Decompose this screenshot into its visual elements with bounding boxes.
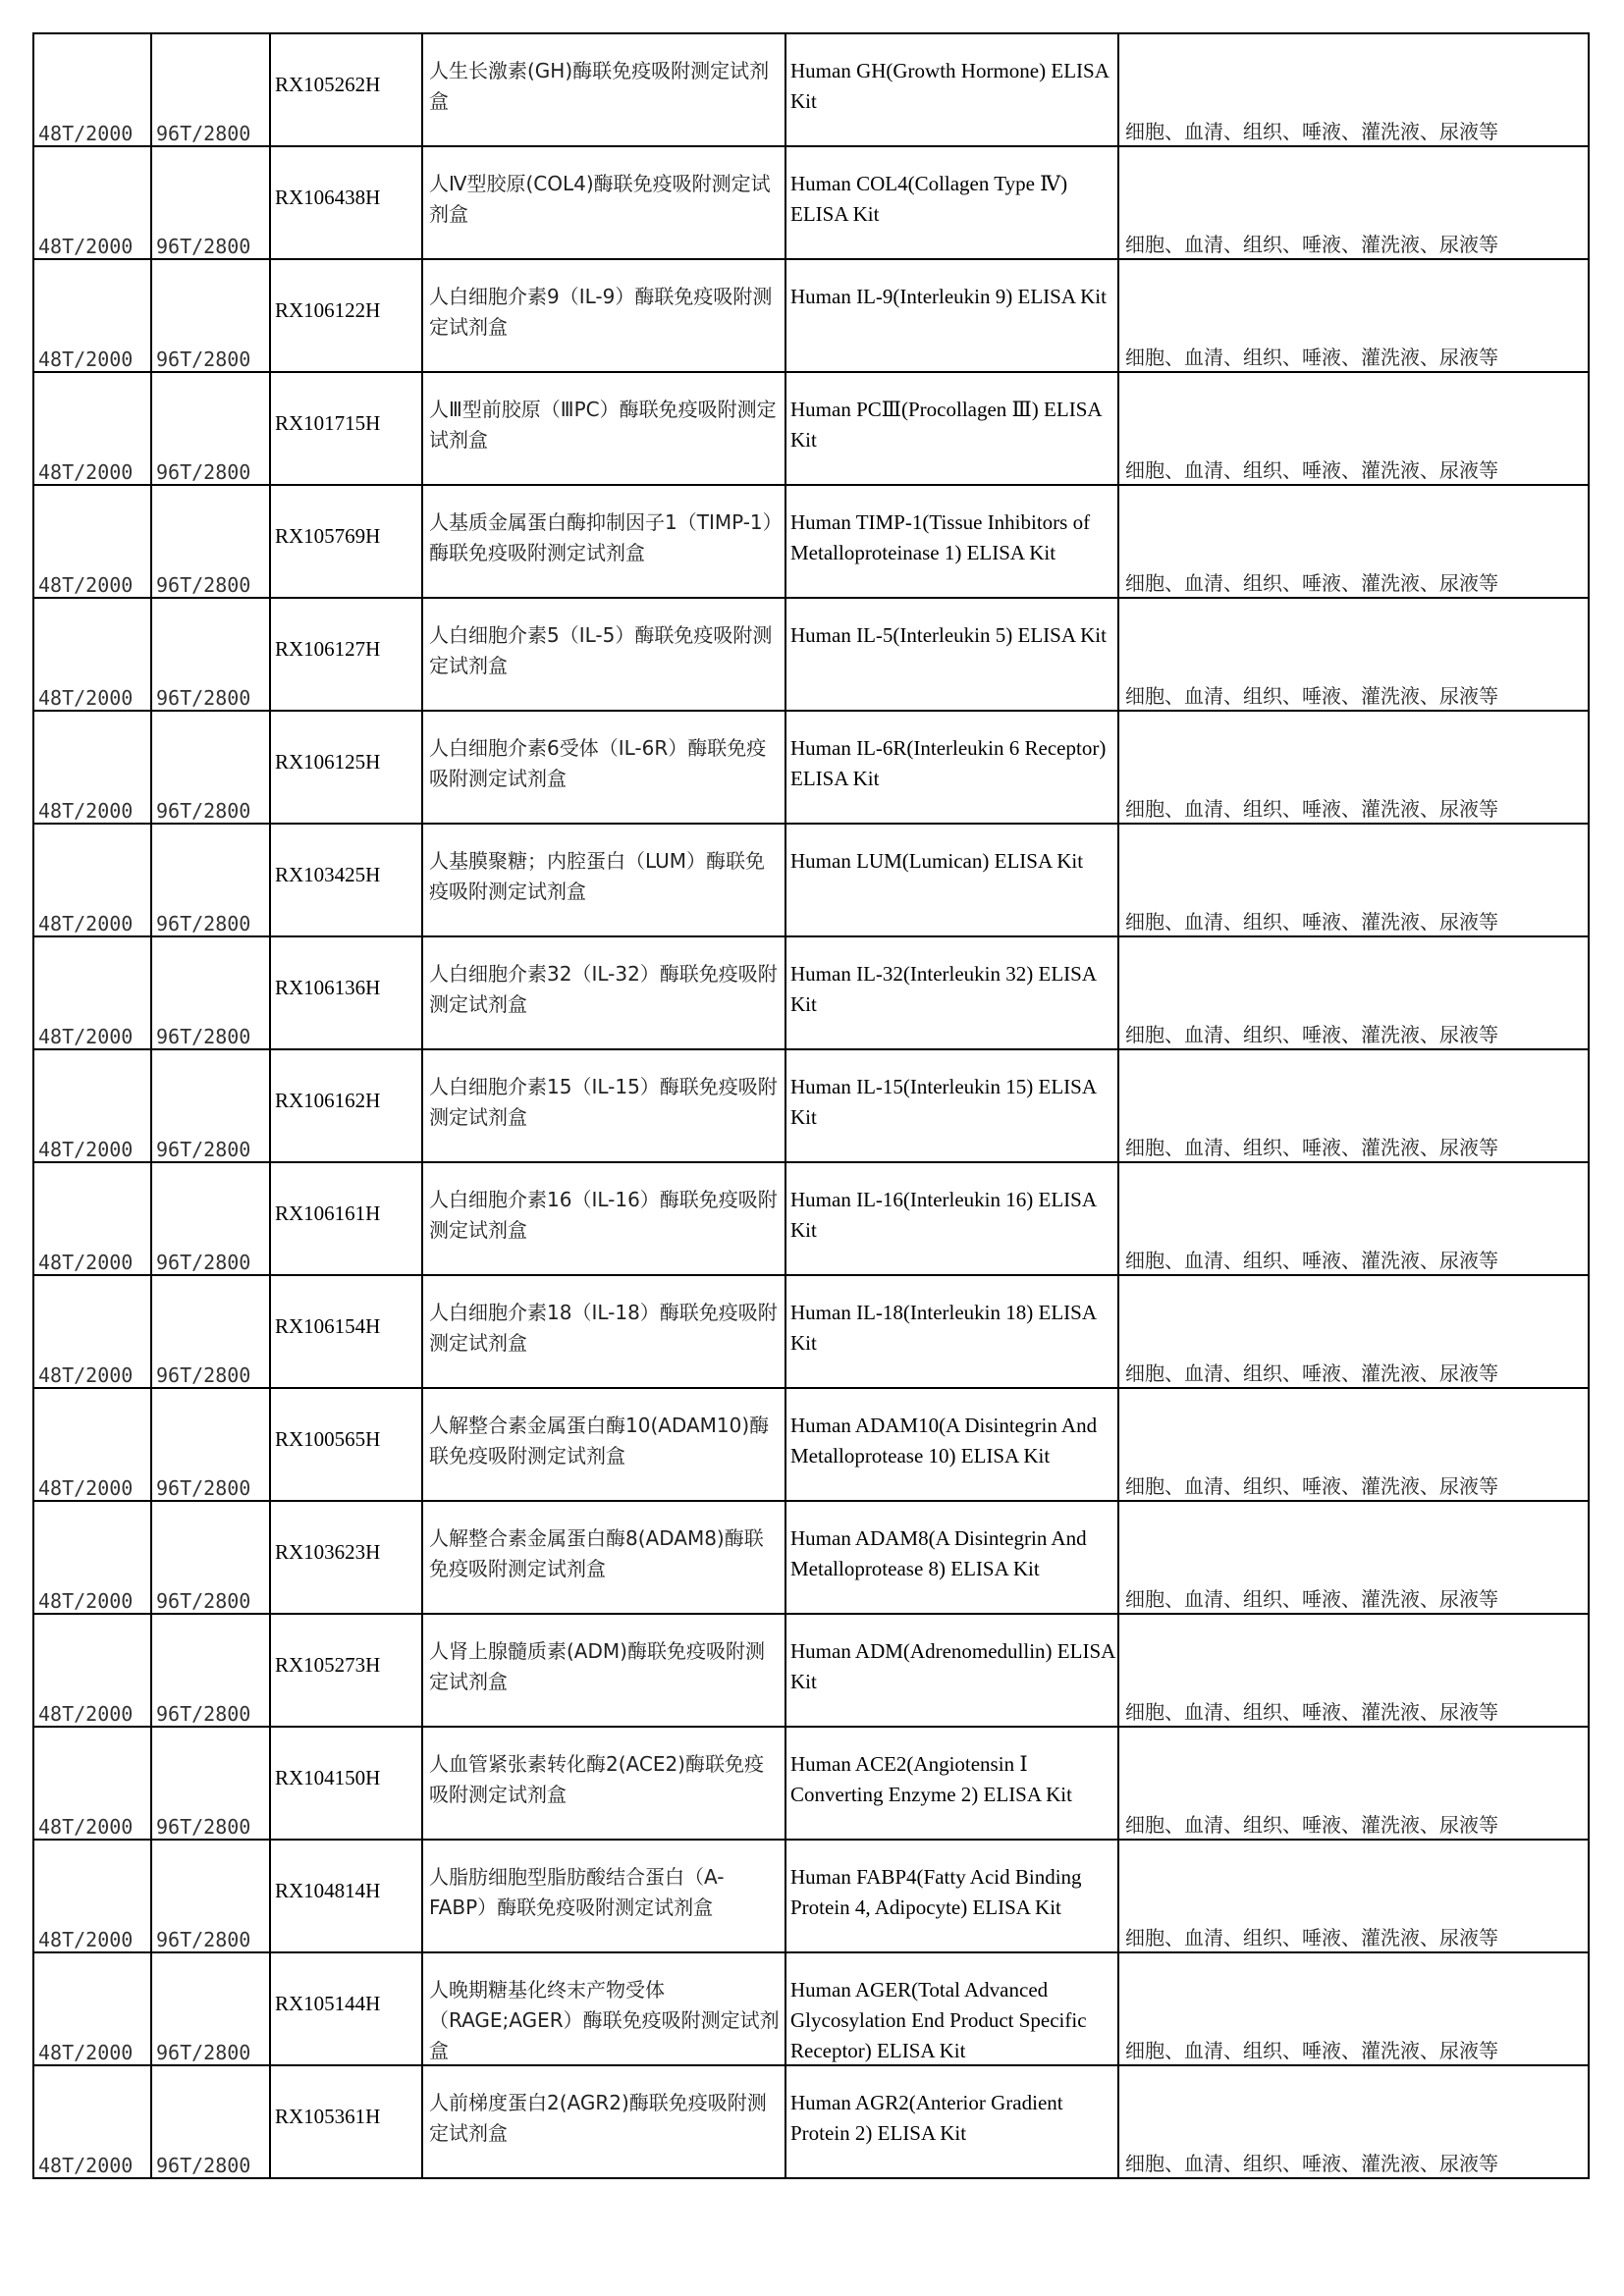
english-name: Human GH(Growth Hormone) ELISA Kit — [790, 59, 1109, 113]
chinese-name-cell — [422, 1162, 785, 1275]
english-name: Human IL-5(Interleukin 5) ELISA Kit — [790, 623, 1107, 647]
english-name: Human IL-6R(Interleukin 6 Receptor) ELISA Kit — [790, 736, 1107, 790]
catalog-code: RX105361H — [275, 2105, 381, 2128]
spec-96t-cell — [151, 1952, 270, 2065]
spec-96t-price: 96T/2800 — [156, 1251, 251, 1274]
table-row — [33, 936, 1589, 1049]
catalog-code: RX106161H — [275, 1201, 381, 1225]
spec-48t-cell — [33, 1275, 151, 1388]
spec-96t-cell — [151, 2065, 270, 2178]
english-name-cell — [785, 372, 1118, 485]
catalog-code: RX104814H — [275, 1879, 381, 1902]
spec-48t-price: 48T/2000 — [38, 1363, 134, 1387]
spec-96t-price: 96T/2800 — [156, 799, 251, 823]
spec-96t-price: 96T/2800 — [156, 1589, 251, 1613]
chinese-name-cell — [422, 824, 785, 936]
catalog-code-cell — [270, 146, 422, 259]
spec-96t-cell — [151, 1840, 270, 1952]
english-name: Human IL-18(Interleukin 18) ELISA Kit — [790, 1301, 1096, 1355]
sample-types: 细胞、血清、组织、唾液、灌洗液、尿液等 — [1125, 233, 1498, 256]
chinese-name-cell — [422, 372, 785, 485]
catalog-code-cell — [270, 1162, 422, 1275]
sample-type-cell — [1118, 2065, 1589, 2178]
catalog-code-cell — [270, 1727, 422, 1840]
spec-48t-cell — [33, 711, 151, 824]
table-row — [33, 1049, 1589, 1162]
sample-types: 细胞、血清、组织、唾液、灌洗液、尿液等 — [1125, 1249, 1498, 1272]
chinese-name-cell — [422, 1049, 785, 1162]
english-name-cell — [785, 598, 1118, 711]
sample-type-cell — [1118, 1388, 1589, 1501]
table-row — [33, 2065, 1589, 2178]
table-row — [33, 1162, 1589, 1275]
sample-types: 细胞、血清、组织、唾液、灌洗液、尿液等 — [1125, 797, 1498, 821]
spec-96t-cell — [151, 1275, 270, 1388]
sample-types: 细胞、血清、组织、唾液、灌洗液、尿液等 — [1125, 2039, 1498, 2062]
sample-type-cell — [1118, 824, 1589, 936]
chinese-name: 人解整合素金属蛋白酶8(ADAM8)酶联免疫吸附测定试剂盒 — [429, 1526, 764, 1580]
product-table — [32, 32, 1590, 2179]
english-name-cell — [785, 1049, 1118, 1162]
spec-48t-cell — [33, 372, 151, 485]
chinese-name-cell — [422, 1501, 785, 1614]
english-name-cell — [785, 1840, 1118, 1952]
catalog-code: RX105769H — [275, 524, 381, 548]
spec-48t-cell — [33, 1727, 151, 1840]
english-name: Human AGER(Total Advanced Glycosylation End Product Specific Receptor) ELISA Kit — [790, 1978, 1087, 2062]
table-row — [33, 33, 1589, 146]
chinese-name: 人基膜聚糖；内腔蛋白（LUM）酶联免疫吸附测定试剂盒 — [429, 849, 766, 903]
chinese-name-cell — [422, 1840, 785, 1952]
catalog-code: RX103425H — [275, 863, 381, 886]
catalog-code: RX106154H — [275, 1314, 381, 1338]
catalog-code-cell — [270, 1275, 422, 1388]
chinese-name-cell — [422, 485, 785, 598]
english-name: Human AGR2(Anterior Gradient Protein 2) ELISA Kit — [790, 2091, 1063, 2145]
sample-types: 细胞、血清、组织、唾液、灌洗液、尿液等 — [1125, 1813, 1498, 1837]
chinese-name: 人生长激素(GH)酶联免疫吸附测定试剂盒 — [429, 59, 770, 113]
sample-types: 细胞、血清、组织、唾液、灌洗液、尿液等 — [1125, 1023, 1498, 1046]
english-name: Human IL-15(Interleukin 15) ELISA Kit — [790, 1075, 1096, 1129]
catalog-code: RX103623H — [275, 1540, 381, 1564]
spec-48t-price: 48T/2000 — [38, 235, 134, 258]
catalog-code-cell — [270, 1614, 422, 1727]
sample-type-cell — [1118, 372, 1589, 485]
chinese-name-cell — [422, 146, 785, 259]
catalog-code-cell — [270, 485, 422, 598]
catalog-code-cell — [270, 259, 422, 372]
table-row — [33, 1727, 1589, 1840]
catalog-code-cell — [270, 2065, 422, 2178]
sample-types: 细胞、血清、组织、唾液、灌洗液、尿液等 — [1125, 1700, 1498, 1724]
spec-48t-cell — [33, 824, 151, 936]
spec-96t-cell — [151, 1388, 270, 1501]
catalog-code: RX101715H — [275, 411, 381, 435]
chinese-name: 人肾上腺髓质素(ADM)酶联免疫吸附测定试剂盒 — [429, 1639, 765, 1693]
english-name: Human IL-9(Interleukin 9) ELISA Kit — [790, 285, 1107, 308]
table-row — [33, 485, 1589, 598]
table-row — [33, 1952, 1589, 2065]
product-table-body — [33, 33, 1589, 2178]
english-name: Human ADM(Adrenomedullin) ELISA Kit — [790, 1639, 1115, 1693]
spec-96t-price: 96T/2800 — [156, 1363, 251, 1387]
sample-type-cell — [1118, 711, 1589, 824]
english-name-cell — [785, 1501, 1118, 1614]
table-row — [33, 1388, 1589, 1501]
chinese-name: 人Ⅲ型前胶原（ⅢPC）酶联免疫吸附测定试剂盒 — [429, 398, 777, 452]
spec-48t-price: 48T/2000 — [38, 1025, 134, 1048]
spec-48t-cell — [33, 936, 151, 1049]
spec-48t-price: 48T/2000 — [38, 1815, 134, 1839]
chinese-name: 人白细胞介素6受体（IL-6R）酶联免疫吸附测定试剂盒 — [429, 736, 767, 790]
spec-48t-price: 48T/2000 — [38, 1589, 134, 1613]
english-name-cell — [785, 146, 1118, 259]
chinese-name: 人血管紧张素转化酶2(ACE2)酶联免疫吸附测定试剂盒 — [429, 1752, 764, 1806]
sample-type-cell — [1118, 598, 1589, 711]
spec-96t-price: 96T/2800 — [156, 1476, 251, 1500]
chinese-name: 人解整合素金属蛋白酶10(ADAM10)酶联免疫吸附测定试剂盒 — [429, 1414, 770, 1468]
sample-types: 细胞、血清、组织、唾液、灌洗液、尿液等 — [1125, 2152, 1498, 2175]
sample-type-cell — [1118, 1501, 1589, 1614]
catalog-code-cell — [270, 824, 422, 936]
spec-96t-price: 96T/2800 — [156, 1928, 251, 1951]
spec-48t-cell — [33, 1501, 151, 1614]
spec-48t-cell — [33, 1840, 151, 1952]
english-name-cell — [785, 2065, 1118, 2178]
sample-type-cell — [1118, 1275, 1589, 1388]
spec-96t-price: 96T/2800 — [156, 1702, 251, 1726]
spec-96t-price: 96T/2800 — [156, 235, 251, 258]
sample-types: 细胞、血清、组织、唾液、灌洗液、尿液等 — [1125, 1587, 1498, 1611]
spec-96t-cell — [151, 1727, 270, 1840]
spec-48t-price: 48T/2000 — [38, 1251, 134, 1274]
spec-48t-price: 48T/2000 — [38, 799, 134, 823]
sample-type-cell — [1118, 146, 1589, 259]
table-row — [33, 598, 1589, 711]
english-name-cell — [785, 1388, 1118, 1501]
spec-48t-cell — [33, 485, 151, 598]
spec-96t-price: 96T/2800 — [156, 912, 251, 935]
sample-types: 细胞、血清、组织、唾液、灌洗液、尿液等 — [1125, 1136, 1498, 1159]
spec-96t-price: 96T/2800 — [156, 573, 251, 597]
spec-96t-cell — [151, 711, 270, 824]
chinese-name: 人基质金属蛋白酶抑制因子1（TIMP-1）酶联免疫吸附测定试剂盒 — [429, 510, 773, 564]
chinese-name: 人白细胞介素32（IL-32）酶联免疫吸附测定试剂盒 — [429, 962, 778, 1016]
table-row — [33, 1614, 1589, 1727]
spec-96t-price: 96T/2800 — [156, 122, 251, 145]
chinese-name: 人晚期糖基化终末产物受体（RAGE;AGER）酶联免疫吸附测定试剂盒 — [429, 1978, 780, 2062]
spec-48t-price: 48T/2000 — [38, 122, 134, 145]
chinese-name-cell — [422, 1727, 785, 1840]
spec-48t-price: 48T/2000 — [38, 2041, 134, 2064]
catalog-code: RX106127H — [275, 637, 381, 661]
sample-type-cell — [1118, 1162, 1589, 1275]
chinese-name-cell — [422, 1388, 785, 1501]
spec-48t-cell — [33, 2065, 151, 2178]
catalog-code: RX100565H — [275, 1427, 381, 1451]
spec-96t-price: 96T/2800 — [156, 2041, 251, 2064]
sample-types: 细胞、血清、组织、唾液、灌洗液、尿液等 — [1125, 910, 1498, 934]
catalog-code: RX106162H — [275, 1089, 381, 1112]
sample-types: 细胞、血清、组织、唾液、灌洗液、尿液等 — [1125, 1926, 1498, 1949]
spec-48t-price: 48T/2000 — [38, 573, 134, 597]
catalog-code: RX105262H — [275, 73, 381, 96]
spec-48t-cell — [33, 598, 151, 711]
english-name: Human LUM(Lumican) ELISA Kit — [790, 849, 1084, 873]
english-name-cell — [785, 1275, 1118, 1388]
chinese-name: 人脂肪细胞型脂肪酸结合蛋白（A-FABP）酶联免疫吸附测定试剂盒 — [429, 1865, 725, 1919]
spec-96t-cell — [151, 824, 270, 936]
english-name: Human ACE2(Angiotensin Ⅰ Converting Enzyme 2) ELISA Kit — [790, 1752, 1072, 1806]
spec-48t-price: 48T/2000 — [38, 686, 134, 710]
spec-48t-cell — [33, 259, 151, 372]
catalog-code-cell — [270, 33, 422, 146]
catalog-code-cell — [270, 1049, 422, 1162]
chinese-name-cell — [422, 2065, 785, 2178]
table-row — [33, 259, 1589, 372]
chinese-name: 人白细胞介素5（IL-5）酶联免疫吸附测定试剂盒 — [429, 623, 773, 677]
table-row — [33, 824, 1589, 936]
sample-type-cell — [1118, 259, 1589, 372]
chinese-name-cell — [422, 936, 785, 1049]
spec-48t-cell — [33, 1162, 151, 1275]
catalog-code-cell — [270, 598, 422, 711]
catalog-code-cell — [270, 936, 422, 1049]
table-row — [33, 146, 1589, 259]
spec-96t-price: 96T/2800 — [156, 1025, 251, 1048]
english-name: Human IL-16(Interleukin 16) ELISA Kit — [790, 1188, 1096, 1242]
spec-96t-cell — [151, 1614, 270, 1727]
chinese-name: 人白细胞介素16（IL-16）酶联免疫吸附测定试剂盒 — [429, 1188, 778, 1242]
sample-type-cell — [1118, 485, 1589, 598]
chinese-name: 人前梯度蛋白2(AGR2)酶联免疫吸附测定试剂盒 — [429, 2091, 767, 2145]
catalog-code-cell — [270, 1501, 422, 1614]
spec-96t-price: 96T/2800 — [156, 1138, 251, 1161]
english-name-cell — [785, 485, 1118, 598]
spec-96t-price: 96T/2800 — [156, 2154, 251, 2177]
spec-48t-cell — [33, 1049, 151, 1162]
spec-96t-cell — [151, 372, 270, 485]
sample-types: 细胞、血清、组织、唾液、灌洗液、尿液等 — [1125, 1474, 1498, 1498]
spec-48t-cell — [33, 146, 151, 259]
catalog-code: RX105273H — [275, 1653, 381, 1677]
catalog-code: RX106125H — [275, 750, 381, 774]
spec-48t-price: 48T/2000 — [38, 1928, 134, 1951]
chinese-name-cell — [422, 711, 785, 824]
catalog-code: RX106438H — [275, 186, 381, 209]
spec-48t-price: 48T/2000 — [38, 2154, 134, 2177]
spec-96t-price: 96T/2800 — [156, 1815, 251, 1839]
spec-96t-cell — [151, 1501, 270, 1614]
sample-types: 细胞、血清、组织、唾液、灌洗液、尿液等 — [1125, 120, 1498, 143]
table-row — [33, 1840, 1589, 1952]
catalog-code-cell — [270, 1388, 422, 1501]
catalog-code: RX106122H — [275, 298, 381, 322]
spec-96t-cell — [151, 485, 270, 598]
english-name: Human TIMP-1(Tissue Inhibitors of Metalloproteinase 1) ELISA Kit — [790, 510, 1091, 564]
table-row — [33, 1275, 1589, 1388]
sample-types: 细胞、血清、组织、唾液、灌洗液、尿液等 — [1125, 684, 1498, 708]
spec-96t-cell — [151, 598, 270, 711]
spec-48t-cell — [33, 33, 151, 146]
english-name-cell — [785, 259, 1118, 372]
sample-types: 细胞、血清、组织、唾液、灌洗液、尿液等 — [1125, 458, 1498, 482]
sample-types: 细胞、血清、组织、唾液、灌洗液、尿液等 — [1125, 571, 1498, 595]
spec-96t-cell — [151, 936, 270, 1049]
sample-types: 细胞、血清、组织、唾液、灌洗液、尿液等 — [1125, 1362, 1498, 1385]
spec-48t-price: 48T/2000 — [38, 912, 134, 935]
chinese-name: 人Ⅳ型胶原(COL4)酶联免疫吸附测定试剂盒 — [429, 172, 771, 226]
chinese-name: 人白细胞介素15（IL-15）酶联免疫吸附测定试剂盒 — [429, 1075, 778, 1129]
sample-type-cell — [1118, 1952, 1589, 2065]
sample-type-cell — [1118, 1727, 1589, 1840]
sample-type-cell — [1118, 1049, 1589, 1162]
spec-96t-cell — [151, 1162, 270, 1275]
table-row — [33, 372, 1589, 485]
catalog-code-cell — [270, 711, 422, 824]
sample-type-cell — [1118, 1614, 1589, 1727]
chinese-name-cell — [422, 259, 785, 372]
spec-96t-price: 96T/2800 — [156, 460, 251, 484]
spec-96t-price: 96T/2800 — [156, 686, 251, 710]
catalog-code: RX105144H — [275, 1992, 381, 2015]
english-name: Human ADAM8(A Disintegrin And Metalloprotease 8) ELISA Kit — [790, 1526, 1087, 1580]
chinese-name-cell — [422, 1614, 785, 1727]
spec-96t-cell — [151, 146, 270, 259]
catalog-code: RX104150H — [275, 1766, 381, 1789]
spec-96t-price: 96T/2800 — [156, 347, 251, 371]
catalog-code-cell — [270, 1840, 422, 1952]
spec-48t-price: 48T/2000 — [38, 1702, 134, 1726]
english-name-cell — [785, 936, 1118, 1049]
spec-96t-cell — [151, 1049, 270, 1162]
catalog-code-cell — [270, 372, 422, 485]
chinese-name: 人白细胞介素18（IL-18）酶联免疫吸附测定试剂盒 — [429, 1301, 778, 1355]
table-row — [33, 1501, 1589, 1614]
sample-type-cell — [1118, 1840, 1589, 1952]
english-name-cell — [785, 711, 1118, 824]
spec-48t-cell — [33, 1952, 151, 2065]
chinese-name: 人白细胞介素9（IL-9）酶联免疫吸附测定试剂盒 — [429, 285, 773, 339]
chinese-name-cell — [422, 598, 785, 711]
spec-48t-price: 48T/2000 — [38, 1138, 134, 1161]
sample-type-cell — [1118, 936, 1589, 1049]
english-name-cell — [785, 1162, 1118, 1275]
spec-48t-cell — [33, 1614, 151, 1727]
spec-96t-cell — [151, 33, 270, 146]
spec-48t-cell — [33, 1388, 151, 1501]
sample-type-cell — [1118, 33, 1589, 146]
english-name: Human PCⅢ(Procollagen Ⅲ) ELISA Kit — [790, 398, 1102, 452]
catalog-code: RX106136H — [275, 976, 381, 999]
english-name-cell — [785, 1614, 1118, 1727]
english-name: Human FABP4(Fatty Acid Binding Protein 4, Adipocyte) ELISA Kit — [790, 1865, 1082, 1919]
table-row — [33, 711, 1589, 824]
spec-96t-cell — [151, 259, 270, 372]
spec-48t-price: 48T/2000 — [38, 460, 134, 484]
english-name: Human COL4(Collagen Type Ⅳ) ELISA Kit — [790, 172, 1068, 226]
chinese-name-cell — [422, 1952, 785, 2065]
english-name-cell — [785, 1727, 1118, 1840]
chinese-name-cell — [422, 33, 785, 146]
english-name-cell — [785, 1952, 1118, 2065]
spec-48t-price: 48T/2000 — [38, 347, 134, 371]
english-name-cell — [785, 824, 1118, 936]
catalog-code-cell — [270, 1952, 422, 2065]
english-name: Human IL-32(Interleukin 32) ELISA Kit — [790, 962, 1096, 1016]
english-name-cell — [785, 33, 1118, 146]
english-name: Human ADAM10(A Disintegrin And Metalloprotease 10) ELISA Kit — [790, 1414, 1098, 1468]
spec-48t-price: 48T/2000 — [38, 1476, 134, 1500]
chinese-name-cell — [422, 1275, 785, 1388]
sample-types: 细胞、血清、组织、唾液、灌洗液、尿液等 — [1125, 346, 1498, 369]
